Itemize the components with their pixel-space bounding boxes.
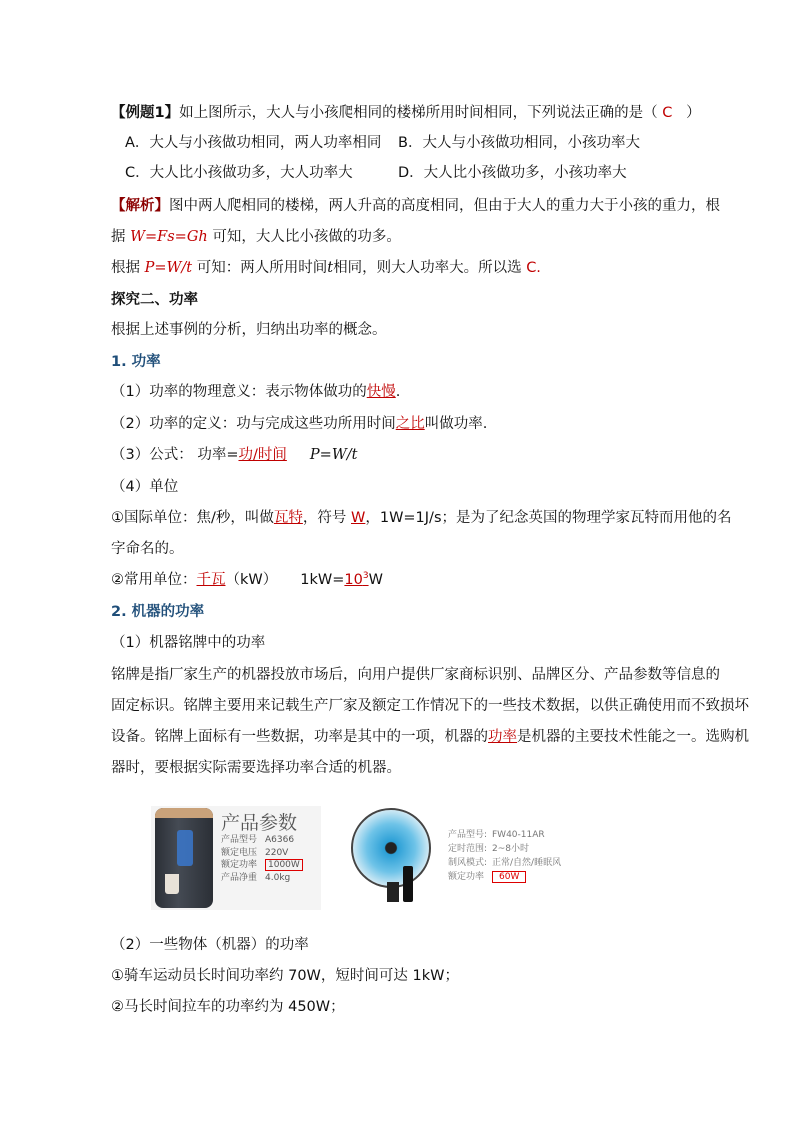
option-a: A．大人与小孩做功相同，两人功率相同 (125, 135, 382, 151)
spec-row (448, 828, 561, 842)
spec-value: 正常/自然/睡眠风 (492, 858, 562, 868)
explore-heading: 探究二、功率 (111, 292, 198, 308)
example-label: 【例题1】 (111, 105, 180, 121)
spec-key: 产品净重 (221, 872, 258, 883)
product-params-title: 产品参数 (221, 812, 298, 834)
spec-row (448, 856, 561, 870)
power-unit-heading: （4）单位 (111, 479, 179, 495)
machine-power-heading: （2）一些物体（机器）的功率 (111, 937, 309, 953)
power-meaning-text: （1）功率的物理意义：表示物体做功的 (111, 384, 367, 400)
power-formula-key: 功/时间 (238, 447, 287, 463)
section1-heading: 1. 功率 (111, 354, 161, 370)
analysis-text-2b: 可知，大人比小孩做的功多。 (212, 229, 401, 245)
nameplate-heading: （1）机器铭牌中的功率 (111, 635, 266, 651)
power-exponent: 3 (362, 571, 369, 582)
spec-key: 制风模式: (448, 858, 488, 868)
example-close: ） (686, 105, 701, 121)
product-image-fan (345, 806, 575, 910)
analysis-choice: C. (526, 260, 541, 276)
power-definition (111, 414, 487, 434)
spec-value: A6366 (265, 835, 295, 845)
spec-row (221, 872, 303, 885)
product-image-dispenser (151, 806, 321, 910)
formula-power: P=W/t (144, 260, 193, 276)
spec-key: 额定功率 (221, 860, 258, 870)
common-unit-end: W (368, 572, 383, 588)
example-horse: ②马长时间拉车的功率约为 450W； (111, 999, 345, 1015)
common-unit-name: 千瓦 (196, 572, 226, 588)
option-d: D．大人比小孩做功多，小孩功率大 (398, 165, 627, 181)
si-unit-symbol-label: ，符号 (302, 510, 347, 526)
analysis-text-3a: 根据 (111, 260, 140, 276)
analysis-text-3c: 相同，则大人功率大。所以选 (333, 260, 522, 276)
power-definition-key: 之比 (395, 416, 425, 432)
nameplate-para-1: 铭牌是指厂家生产的机器投放市场后，向用户提供厂家商标识别、品牌区分、产品参数等信息的 (111, 667, 720, 683)
common-unit-line (111, 570, 383, 590)
analysis-label: 【解析】 (111, 198, 169, 214)
analysis-line-2 (111, 227, 401, 247)
si-unit-line-2: 字命名的。 (111, 541, 184, 557)
common-unit-power (344, 572, 368, 588)
example-question (111, 103, 701, 123)
example-answer: C (662, 105, 673, 121)
nameplate-power-key: 功率 (488, 729, 517, 745)
spec-row (221, 847, 303, 860)
nameplate-para-3b: 是机器的主要技术性能之一。选购机 (517, 729, 749, 745)
spec-key: 产品型号 (221, 835, 258, 845)
common-unit-text: ②常用单位： (111, 572, 197, 588)
analysis-text-2a: 据 (111, 229, 126, 245)
power-definition-end: 叫做功率. (424, 416, 488, 432)
spec-value: 220V (265, 847, 289, 858)
si-unit-line (111, 508, 732, 528)
power-formula-text: （3）公式： 功率= (111, 447, 239, 463)
nameplate-para-3 (111, 727, 749, 747)
spec-row (221, 859, 303, 872)
analysis-line-1 (111, 196, 720, 216)
power-base: 10 (344, 572, 363, 588)
spec-value: 2~8小时 (492, 844, 529, 854)
spec-row (448, 870, 561, 884)
rated-power-value: 1000W (265, 859, 303, 871)
explore-intro: 根据上述事例的分析，归纳出功率的概念。 (111, 322, 387, 338)
si-unit-symbol: W (351, 510, 366, 526)
nameplate-para-2: 固定标识。铭牌主要用来记载生产厂家及额定工作情况下的一些技术数据，以供正确使用而不致损坏 (111, 698, 749, 714)
si-unit-note: ，1W=1J/s；是为了纪念英国的物理学家瓦特而用他的名 (365, 510, 732, 526)
rated-power-value: 60W (492, 871, 526, 883)
analysis-line-3 (111, 258, 541, 278)
option-c: C．大人比小孩做功多，大人功率大 (125, 165, 353, 181)
spec-row (448, 842, 561, 856)
spec-key: 产品型号: (448, 830, 488, 840)
si-unit-name: 瓦特 (273, 510, 303, 526)
power-meaning (111, 382, 400, 402)
nameplate-para-4: 器时，要根据实际需要选择功率合适的机器。 (111, 760, 401, 776)
power-formula (111, 445, 357, 465)
time-symbol: t (327, 260, 334, 276)
spec-value: 4.0kg (265, 872, 291, 883)
product1-spec-list (221, 834, 303, 884)
product2-spec-list (448, 828, 561, 884)
power-meaning-key: 快慢 (366, 384, 396, 400)
power-formula-symbol: P=W/t (309, 447, 358, 463)
nameplate-para-3a: 设备。铭牌上面标有一些数据，功率是其中的一项，机器的 (111, 729, 488, 745)
example-text: 如上图所示，大人与小孩爬相同的楼梯所用时间相同，下列说法正确的是（ (179, 105, 658, 121)
analysis-text-3b: 可知：两人所用时间 (196, 260, 328, 276)
spec-key: 额定功率 (448, 872, 485, 882)
power-definition-text: （2）功率的定义：功与完成这些功所用时间 (111, 416, 396, 432)
analysis-text-1: 图中两人爬相同的楼梯，两人升高的高度相同，但由于大人的重力大于小孩的重力，根 (169, 198, 720, 214)
section2-heading: 2. 机器的功率 (111, 604, 205, 620)
example-cyclist: ①骑车运动员长时间功率约 70W，短时间可达 1kW； (111, 968, 459, 984)
spec-key: 定时范围: (448, 844, 488, 854)
spec-row (221, 834, 303, 847)
formula-work: W=Fs=Gh (130, 229, 208, 245)
option-b: B．大人与小孩做功相同，小孩功率大 (398, 135, 640, 151)
spec-value: FW40-11AR (492, 830, 545, 840)
water-dispenser-illustration (155, 808, 213, 908)
fan-illustration (351, 808, 431, 888)
si-unit-text: ①国际单位：焦/秒，叫做 (111, 510, 274, 526)
common-unit-conversion: （kW） 1kW= (225, 572, 345, 588)
spec-key: 额定电压 (221, 847, 258, 858)
power-meaning-end: . (395, 384, 401, 400)
